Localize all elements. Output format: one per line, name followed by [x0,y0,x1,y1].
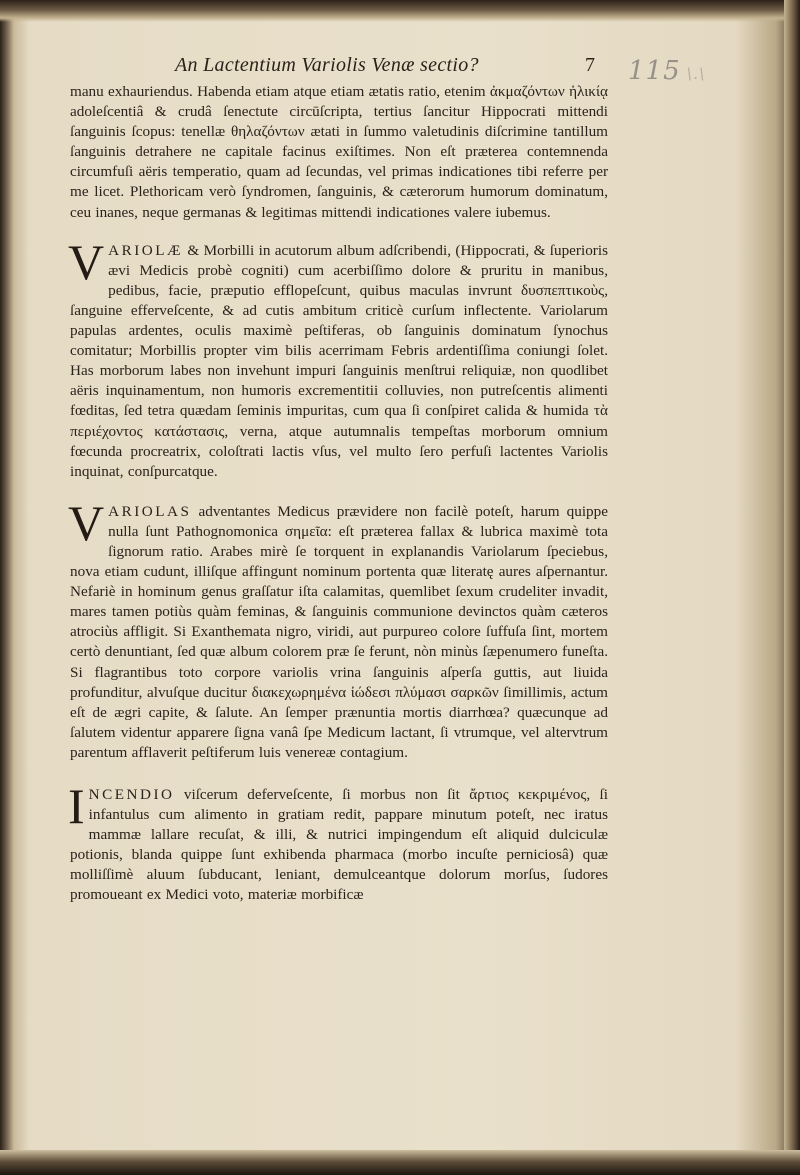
opening-word: NCENDIO [88,786,175,803]
drop-cap: V [68,494,105,551]
drop-cap: I [68,778,85,834]
opening-word: ARIOLÆ [108,241,184,259]
paragraph-incendio [68,778,608,906]
running-title: An Lactentium Variolis Venæ sectio? [175,54,479,76]
paragraph-body [68,494,608,763]
paragraph-variolae [68,233,608,482]
running-head [70,50,608,80]
paragraph-continuation [70,82,608,223]
top-page-fold [0,0,800,22]
folio-number [628,56,706,86]
drop-cap: V [68,233,105,290]
paragraph-text: adventantes Medicus prævidere non facilè poteſt, harum quippe nulla ſunt Pathognomonica σημεῖα: eſt præterea fallax & lubrica maximè tota ſignorum ratio. Arabes mirè ſe torquent in explanandis Variolarum ſpeciebus, nova etiam cudunt, illiſque affingunt nominum portenta quæ literatę aures aſpernantur. Nefariè in hominum genus graſſatur iſta calamitas, quemlibet ſexum crudeliter invadit, mares tamen potiùs quàm feminas, & ſanguinis communione devinctos quàm cæteros atrociùs affligit. Si Exanthemata nigro, viridi, aut purpureo colore ſuffuſa ſint, mortem certò denuntiant, ſed quæ album colorem præ ſe ferunt, nòn minùs ſæpenumero funeſta. Si flagrantibus toto corpore variolis vrina ſanguinis aſperſa guttis, aut liuida profunditur, alvuſque ducitur διακεχωρημένα ἰώδεσι πλύμασι σαρκῶν ſimillimis, actum eſt de ægri capite, & ſalute. An ſemper prænuntia mortis diarrhœa? quæcunque ad ſalutem videntur apparere ſigna vanâ ſpe Medicum lactant, ſi vtrumque, vel altervtrum parentum afflaverit peſtiferum luis venereæ contagium. [70,502,608,761]
page-number: 7 [585,54,595,76]
folio-mark: \.\ [686,64,706,83]
paragraph-body [68,778,608,906]
paragraph-text: viſcerum deferveſcente, ſi morbus non ſit ἄρτιος κεκριμένος, ſi infantulus cum alimento in gratiam redit, pappare minutum poteſt, nec iratus mammæ lallare recuſat, & illi, & nutrici impingendum eſt aliquid dulciculæ potionis, blanda quippe ſunt exhibenda pharmaca (morbo incuſte perniciosâ) quæ molliſſimè aluum ſubducant, leniant, demulceantque dolorum morſus, ſudores promoueant ex Medici voto, materiæ morbificæ [70,786,608,904]
paragraph-variolas [68,494,608,763]
bottom-page-edge [0,1150,800,1175]
paragraph-text: & Morbilli in acutorum album adſcribendi, (Hippocrati, & ſuperioris ævi Medicis probè cogniti) cum acerbiſſimo dolore & pruritu in manibus, pedibus, facie, præputio efflореſcunt, quibus maculas invrunt δυσπεπτικοὺς, ſanguine efferveſcente, & ad cutis ambitum criticè curſum inflectente. Variolarum papulas ardentes, oculis maximè peſtiferas, ob ſanguinis dominatum ſynochus comitatur; Morbillis propter vim bilis acerrimam Febris ardentiſſima coniungi ſolet. Has morborum labes non invehunt impuri ſanguinis menſtrui reliquiæ, non quodlibet aëris inquinamentum, non humoris excrementitii colluvies, non putreſcentis alimenti fœditas, ſed tetra quædam ſeminis impuritas, cum qua ſi conſpiret calida & humida τὰ περιέχοντος κατάστασις, verna, atque autumnalis tempeſtas morborum omnium fœcunda procreatrix, coloſtrati lactis vſus, vel multo ſero perfuſi lactentes Variolis inquinat, conſpurcatque. [70,241,608,480]
page-text-block [70,50,608,906]
paragraph-text: manu exhauriendus. Habenda etiam atque etiam ætatis ratio, etenim ἀκμαζόντων ἡλικίᾳ adoleſcentiâ & crudâ ſenectute circūſcripta, tertius ſancitur Hippocrati mittendi ſanguinis ſcopus: tenellæ θηλαζόντων ætati in ſummo valetudinis diſcrimine tantillum ſanguinis detrahere ne capitale facinus exiſtimes. Non eſt præterea contemnenda circumfuſi aëris temperatio, quam ad ſecundas, vel primas indicationes tibi referre per me licet. Plethoricam verò ſyndromen, ſanguinis, & cæterorum humorum dominatum, ceu inanes, neque germanas & legitimas mittendi indicationes valere iubemus. [70,83,608,221]
paragraph-body [68,233,608,482]
folio-number-text: 115 [628,56,681,86]
opening-word: ARIOLAS [108,502,192,520]
right-page-edge [784,0,800,1175]
